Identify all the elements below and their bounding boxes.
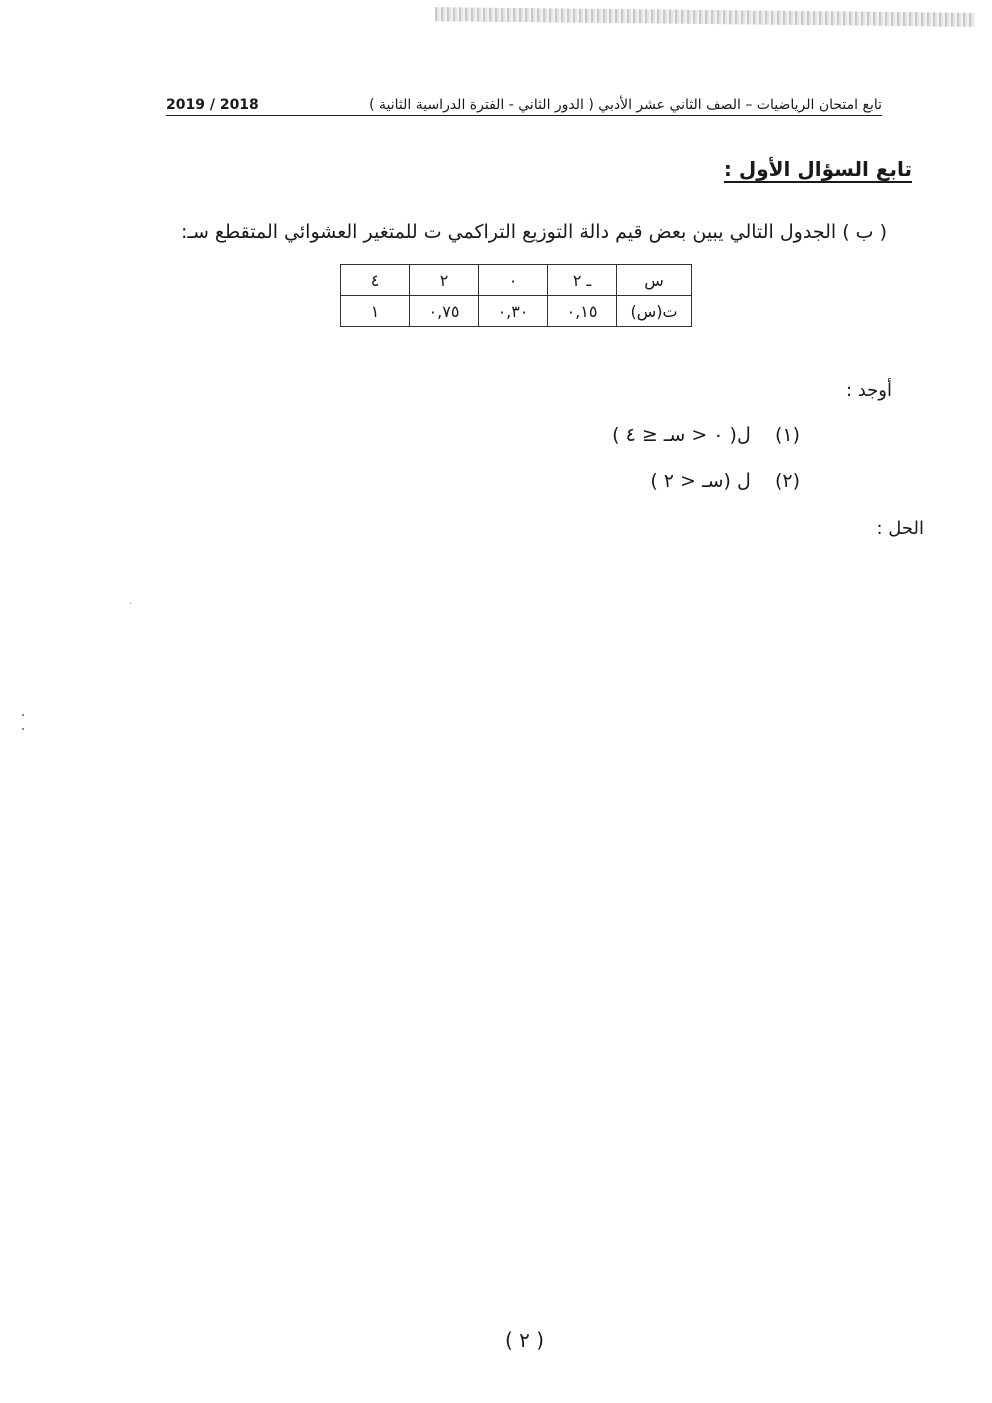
table-cell: ١ [341, 296, 410, 327]
exam-header [166, 97, 882, 116]
question-text: ( ب ) الجدول التالي يبين بعض قيم دالة التوزيع التراكمي ت للمتغير العشوائي المتقطع سـ: [180, 221, 887, 243]
section-title: تابع السؤال الأول : [723, 157, 912, 181]
table-cell: ـ ٢ [548, 265, 617, 296]
table-cell: ٤ [341, 265, 410, 296]
scan-speck [130, 603, 131, 604]
table-cell: ت(س) [617, 296, 692, 327]
page-number: ( ٢ ) [505, 1328, 545, 1352]
table-cell: ٠,٣٠ [479, 296, 548, 327]
scan-artifact [435, 7, 975, 27]
table-cell: س [617, 265, 692, 296]
item-expression: ل( ٠ < سـ ≤ ٤ ) [612, 424, 751, 446]
table-cell: ٠,٧٥ [410, 296, 479, 327]
table-row-x [341, 265, 692, 296]
table-cell: ٠,١٥ [548, 296, 617, 327]
item-1 [612, 424, 800, 446]
table-row-f [341, 296, 692, 327]
scan-speck [22, 728, 24, 730]
item-expression: ل (سـ < ٢ ) [650, 470, 751, 492]
find-label: أوجد : [845, 380, 892, 401]
table-cell: ٢ [410, 265, 479, 296]
item-2 [650, 470, 800, 492]
table-cell: ٠ [479, 265, 548, 296]
scan-speck [22, 714, 24, 716]
header-title: تابع امتحان الرياضيات – الصف الثاني عشر الأدبي ( الدور الثاني - الفترة الدراسية الثانية ) [369, 97, 882, 113]
item-number: (٢) [774, 470, 800, 492]
solution-label: الحل : [876, 518, 924, 539]
item-number: (١) [774, 424, 800, 446]
header-year: 2019 / 2018 [166, 97, 259, 113]
cdf-table [340, 264, 692, 327]
